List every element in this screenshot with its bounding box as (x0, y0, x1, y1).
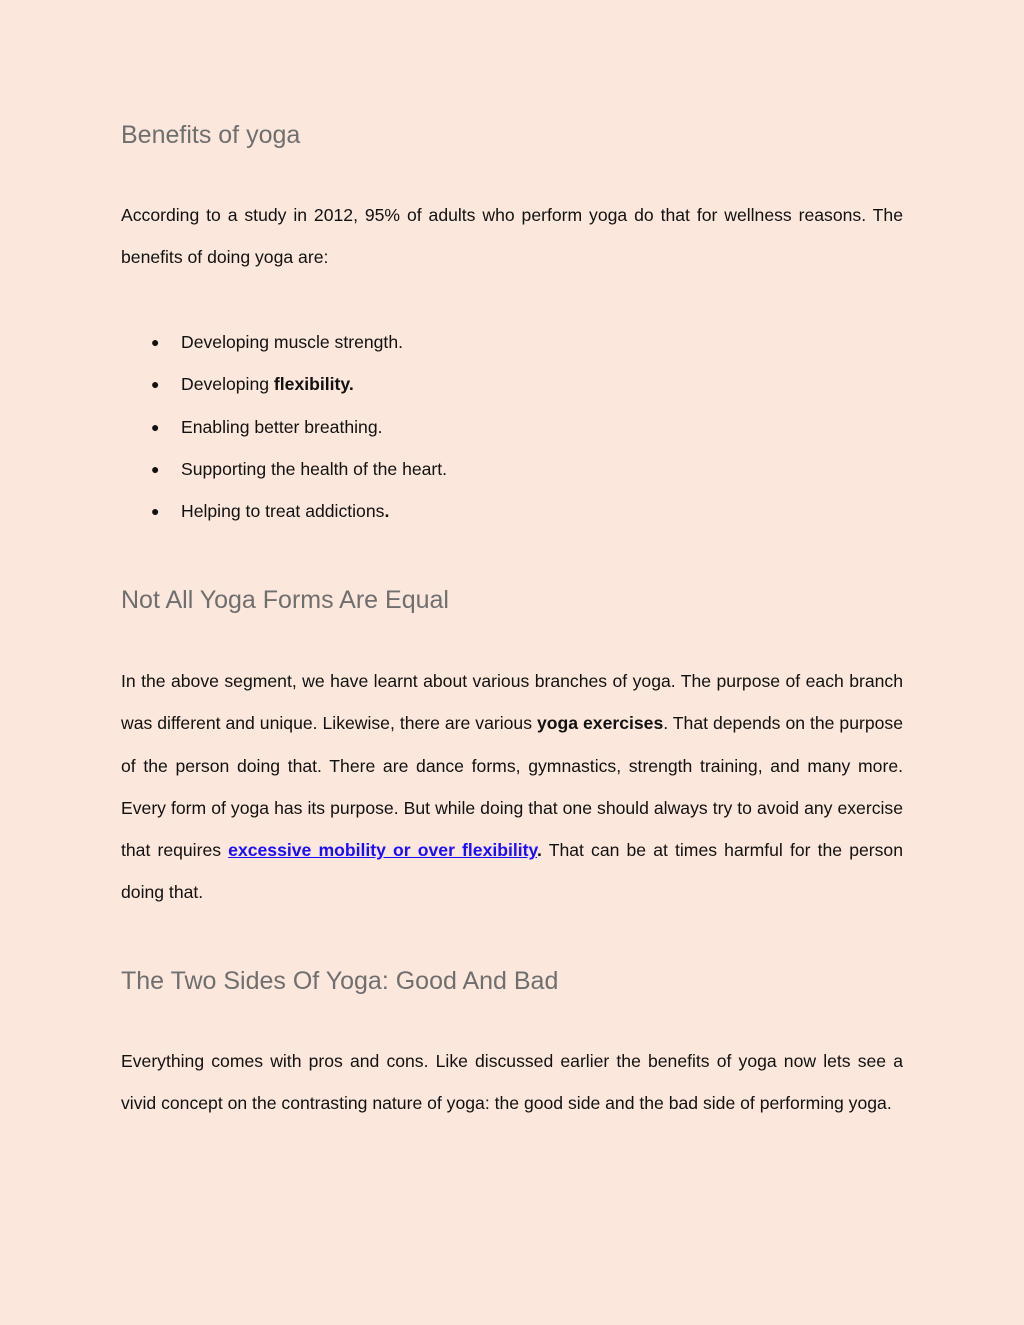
list-item: ● Developing muscle strength. (151, 321, 447, 363)
yoga-forms-paragraph: In the above segment, we have learnt about various branches of yoga. The purpose of each branch was different and unique. Likewise, there are various yoga exercises. That depends on the purpose of the person doing that. There are dance forms, gymnastics, strength training, and many more. Every form of yoga has its purpose. But while doing that one should always try to avoid any exercise that requires excessive mobility or over flexibility. That can be at times harmful for the person doing that. (121, 671, 903, 903)
benefits-list (151, 321, 447, 532)
two-sides-paragraph: Everything comes with pros and cons. Like discussed earlier the benefits of yoga now lets see a vivid concept on the contrasting nature of yoga: the good side and the bad side of performing yoga. (121, 1051, 903, 1114)
heading-not-all-yoga-forms: Not All Yoga Forms Are Equal (121, 586, 449, 614)
bullet-icon: ● (151, 334, 160, 350)
heading-two-sides-of-yoga: The Two Sides Of Yoga: Good And Bad (121, 967, 559, 995)
heading-benefits-of-yoga: Benefits of yoga (121, 121, 301, 149)
bullet-icon: ● (151, 460, 160, 477)
excessive-mobility-link[interactable]: excessive mobility or over flexibility (228, 840, 537, 861)
list-item: ● Supporting the health of the heart. (151, 448, 447, 490)
list-item: ● Developing flexibility. (151, 363, 447, 405)
benefits-intro-paragraph: According to a study in 2012, 95% of adults who perform yoga do that for wellness reasons. The benefits of doing yoga are: (121, 205, 903, 268)
bullet-icon: ● (151, 503, 160, 520)
list-item: ● Enabling better breathing. (151, 406, 447, 448)
bold-yoga-exercises: yoga exercises (536, 713, 664, 734)
bullet-icon: ● (151, 376, 160, 393)
list-item: ● Helping to treat addictions. (151, 490, 447, 532)
bullet-icon: ● (151, 418, 160, 435)
